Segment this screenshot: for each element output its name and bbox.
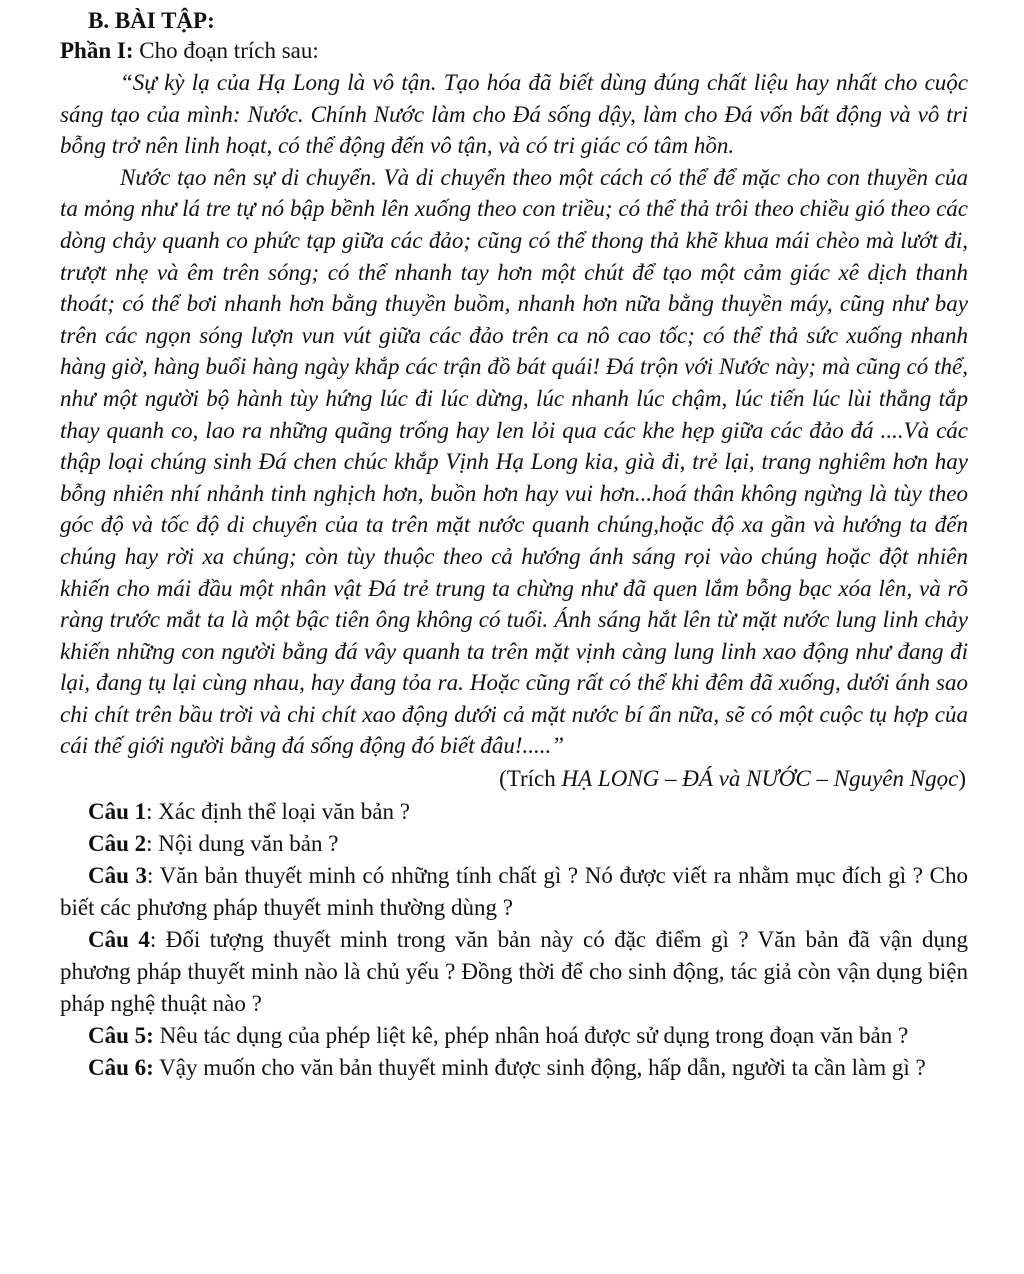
question-text: : Văn bản thuyết minh có những tính chất gì ? Nó được viết ra nhằm mục đích gì ? Cho biết các phương pháp thuyết minh thường dùng ?	[60, 863, 968, 921]
question-6	[60, 1052, 968, 1084]
question-2	[88, 828, 968, 860]
question-1	[88, 796, 968, 828]
part-label: Phần I:	[60, 38, 134, 63]
part-intro	[60, 35, 968, 67]
question-label: Câu 1	[88, 799, 147, 825]
source-prefix: (Trích	[499, 766, 562, 792]
source-citation	[60, 762, 966, 796]
question-3	[60, 860, 968, 924]
question-5	[60, 1020, 968, 1052]
question-label: Câu 4	[88, 927, 150, 953]
excerpt-paragraph-1: “Sự kỳ lạ của Hạ Long là vô tận. Tạo hóa đã biết dùng đúng chất liệu hay nhất cho cuộc sáng tạo của mình: Nước. Chính Nước làm cho Đá sống dậy, làm cho Đá vốn bất động và vô tri bỗng trở nên linh hoạt, có thể động đến vô tận, và có tri giác có tâm hồn.	[60, 70, 968, 159]
question-label: Câu 3	[88, 863, 148, 889]
question-label: Câu 6:	[88, 1055, 154, 1081]
excerpt-paragraph-2: Nước tạo nên sự di chuyển. Và di chuyển theo một cách có thể để mặc cho con thuyền của ta mỏng như lá tre tự nó bập bềnh lên xuống theo con triều; có thể thả trôi theo chiều gió theo các dòng chảy quanh co phức tạp giữa các đảo; cũng có thể thong thả khẽ khua mái chèo mà lướt đi, trượt nhẹ và êm trên sóng; có thể nhanh tay hơn một chút để tạo một cảm giác xê dịch thanh thoát; có thể bơi nhanh hơn bằng thuyền buồm, nhanh hơn nữa bằng thuyền máy, cũng như bay trên các ngọn sóng lượn vun vút giữa các đảo trên ca nô cao tốc; có thể thả sức xuống nhanh hàng giờ, hàng buổi hàng ngày khắp các trận đồ bát quái! Đá trộn với Nước này; mà cũng có thể, như một người bộ hành tùy hứng lúc đi lúc dừng, lúc nhanh lúc chậm, lúc tiến lúc lùi thẳng tắp thay quanh co, lao ra những quãng trống hay len lỏi qua các khe hẹp giữa các đảo đá ....Và các thập loại chúng sinh Đá chen chúc khắp Vịnh Hạ Long kia, già đi, trẻ lại, trang nghiêm hơn hay bỗng nhiên nhí nhảnh tinh nghịch hơn, buồn hơn hay vui hơn...hoá thân không ngừng là tùy theo góc độ và tốc độ di chuyển của ta trên mặt nước quanh chúng,hoặc độ xa gần và hướng ta đến chúng hay rời xa chúng; còn tùy thuộc theo cả hướng ánh sáng rọi vào chúng hoặc đột nhiên khiến cho mái đầu một nhân vật Đá trẻ trung ta chừng như đã quen lắm bỗng bạc xóa lên, và rõ ràng trước mắt ta là một bậc tiên ông không có tuổi. Ánh sáng hắt lên từ mặt nước lung linh chảy khiến những con người bằng đá vây quanh ta trên mặt vịnh càng lung linh xao động như đang đi lại, đang tụ lại cùng nhau, hay đang tỏa ra. Hoặc cũng rất có thể khi đêm đã xuống, dưới ánh sao chi chít trên bầu trời và chi chít xao động dưới cả mặt nước bí ẩn nữa, sẽ có một cuộc tụ hợp của cái thế giới người bằng đá sống động đó biết đâu!.....”	[60, 164, 968, 759]
question-text: : Xác định thể loại văn bản ?	[146, 799, 410, 825]
section-heading: B. BÀI TẬP:	[88, 8, 215, 33]
question-text: Nêu tác dụng của phép liệt kê, phép nhân hoá được sử dụng trong đoạn văn bản ?	[153, 1023, 909, 1049]
question-text: Vậy muốn cho văn bản thuyết minh được sinh động, hấp dẫn, người ta cần làm gì ?	[153, 1055, 926, 1081]
question-text: : Đối tượng thuyết minh trong văn bản này có đặc điểm gì ? Văn bản đã vận dụng phương pháp thuyết minh nào là chủ yếu ? Đồng thời để cho sinh động, tác giả còn vận dụng biện pháp nghệ thuật nào ?	[60, 927, 969, 1017]
part-text: Cho đoạn trích sau:	[133, 38, 319, 63]
question-label: Câu 2	[88, 831, 147, 857]
question-label: Câu 5:	[88, 1023, 154, 1049]
question-4	[60, 924, 968, 1020]
question-text: : Nội dung văn bản ?	[146, 831, 339, 857]
source-suffix: )	[958, 766, 966, 792]
source-title: HẠ LONG – ĐÁ và NƯỚC – Nguyên Ngọc	[561, 766, 959, 792]
